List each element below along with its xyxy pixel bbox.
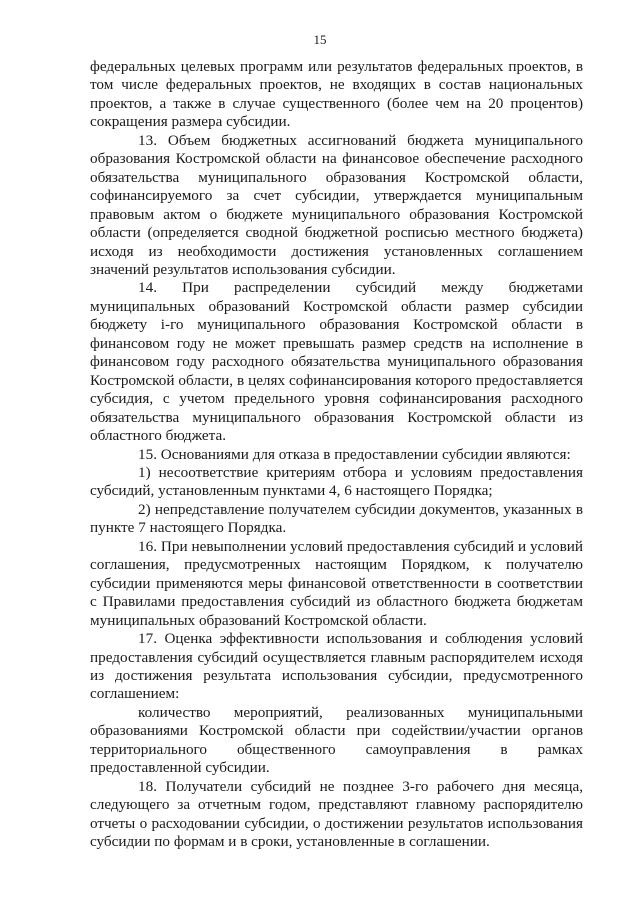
paragraph-15-item-1: 1) несоответствие критериям отбора и условиям предоставления субсидий, установленным пунктами 4, 6 настоящего Порядка; <box>90 463 583 500</box>
paragraph-14: 14. При распределении субсидий между бюджетами муниципальных образований Костромской области размер субсидии бюджету i-го муниципального образования Костромской области в финансовом году не может превышать размер средств на исполнение в финансовом году расходного обязательства муниципального образования Костромской области, в целях софинансирования которого предоставляется субсидия, с учетом предельного уровня софинансирования расходного обязательства муниципального образования Костромской области из областного бюджета. <box>90 279 583 445</box>
paragraph-16: 16. При невыполнении условий предоставления субсидий и условий соглашения, предусмотренных настоящим Порядком, к получателю субсидии применяются меры финансовой ответственности в соответствии с Правилами предоставления субсидий из областного бюджета бюджетам муниципальных образований Костромской области. <box>90 537 583 629</box>
paragraph-15: 15. Основаниями для отказа в предоставлении субсидии являются: <box>138 445 571 463</box>
paragraph-17: 17. Оценка эффективности использования и соблюдения условий предоставления субсидий осуществляется главным распорядителем исходя из достижения результата использования субсидии, предусмотренного соглашением: <box>90 630 583 703</box>
paragraph-18: 18. Получатели субсидий не позднее 3-го рабочего дня месяца, следующего за отчетным годом, представляют главному распорядителю отчеты о расходовании субсидии, о достижении результатов использования субсидии по формам и в сроки, установленные в соглашении. <box>90 777 583 851</box>
paragraph-15-item-2: 2) непредставление получателем субсидии документов, указанных в пункте 7 настоящего Порядка. <box>90 500 583 537</box>
page-number: 15 <box>313 32 327 47</box>
paragraph-13: 13. Объем бюджетных ассигнований бюджета муниципального образования Костромской области на финансовое обеспечение расходного обязательства муниципального образования Костромской области, софинансируемого за счет субсидии, утверждается муниципальным правовым актом о бюджете муниципального образования Костромской области (определяется сводной бюджетной росписью местного бюджета) исходя из необходимости достижения установленных соглашением значений результатов использования субсидии. <box>90 131 583 278</box>
document-body <box>90 58 583 851</box>
paragraph: федеральных целевых программ или результатов федеральных проектов, в том числе федеральных проектов, не входящих в состав национальных проектов, а также в случае существенного (более чем на 20 процентов) сокращения размера субсидии. <box>90 58 583 131</box>
paragraph-17-indicator: количество мероприятий, реализованных муниципальными образованиями Костромской области при содействии/участии органов территориального общественного самоуправления в рамках предоставленной субсидии. <box>90 703 583 777</box>
